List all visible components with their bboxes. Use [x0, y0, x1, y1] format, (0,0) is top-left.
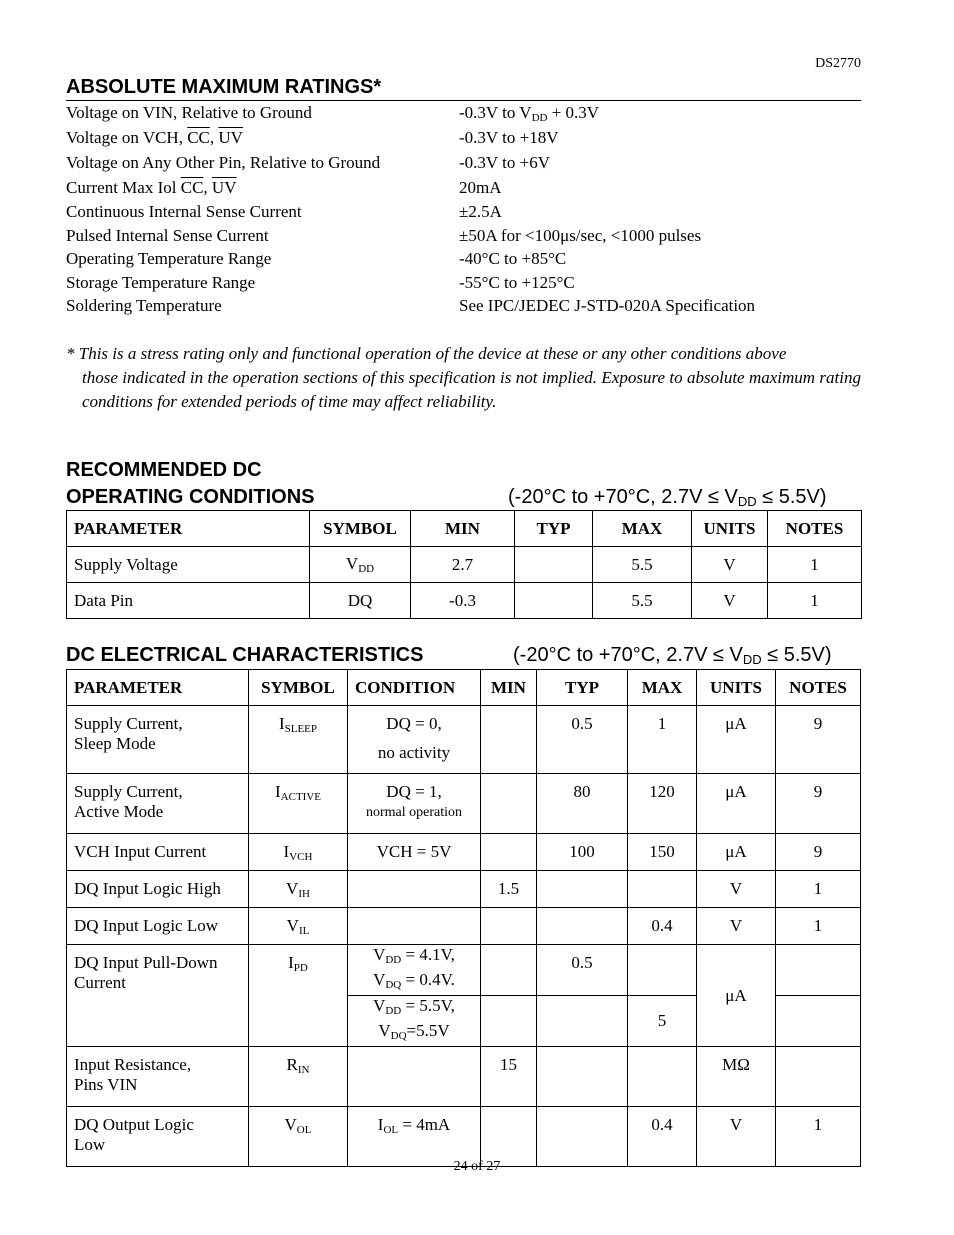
- cell-condition: $V_{DD} = 5.5V$, $V_{DQ}=5.5V$: [348, 996, 481, 1047]
- amr-param: Storage Temperature Range: [66, 273, 256, 292]
- cell-min: 1.5: [481, 871, 537, 908]
- table-row: [67, 774, 861, 834]
- cell-typ: [537, 1047, 628, 1107]
- table-row: [67, 945, 861, 996]
- cell-param: Supply Current, Active Mode: [67, 774, 249, 834]
- cell-typ: [515, 583, 593, 619]
- cell-notes: 1: [768, 547, 862, 583]
- cell-notes: [776, 996, 861, 1047]
- amr-param: Soldering Temperature: [66, 296, 222, 315]
- cell-min: [481, 945, 537, 996]
- col-header: MAX: [593, 511, 692, 547]
- cell-notes: 9: [776, 834, 861, 871]
- cell-symbol: $I_{PD}$: [249, 945, 348, 1047]
- amr-value: ±2.5A: [459, 202, 502, 221]
- cell-units: V: [697, 908, 776, 945]
- page-number: 24 of 27: [453, 1159, 501, 1174]
- cell-typ: [537, 1107, 628, 1167]
- col-header: MIN: [481, 670, 537, 706]
- cell-symbol: $I_{ACTIVE}$: [249, 774, 348, 834]
- amr-value: -0.3V to +6V: [459, 153, 550, 172]
- cell-notes: 9: [776, 706, 861, 774]
- cell-typ: 0.5: [537, 706, 628, 774]
- cell-units: V: [692, 583, 768, 619]
- amr-value: 20mA: [459, 178, 502, 197]
- cell-symbol: $R_{IN}$: [249, 1047, 348, 1107]
- table-row: [67, 1107, 861, 1167]
- amr-row: [66, 103, 861, 127]
- cell-min: [481, 706, 537, 774]
- cell-param: Input Resistance, Pins VIN: [67, 1047, 249, 1107]
- amr-param: Continuous Internal Sense Current: [66, 202, 302, 221]
- amr-param: Operating Temperature Range: [66, 249, 272, 268]
- cell-param: DQ Input Pull-Down Current: [67, 945, 249, 1047]
- cell-units: V: [692, 547, 768, 583]
- amr-footnote: * This is a stress rating only and functional operation of the device at these or any other conditions above those indicated in the operation sections of this specification is not implied. Exposure to absolute maximum rating conditions for extended periods of time may affect reliability.: [66, 344, 861, 411]
- cell-max: 120: [628, 774, 697, 834]
- cell-min: [481, 1107, 537, 1167]
- table-row: [67, 547, 862, 583]
- cell-notes: 1: [776, 871, 861, 908]
- cell-typ: [537, 908, 628, 945]
- col-header: CONDITION: [348, 670, 481, 706]
- cell-condition: [348, 908, 481, 945]
- cell-symbol: $I_{VCH}$: [249, 834, 348, 871]
- cell-symbol: $V_{DD}$: [310, 547, 411, 583]
- amr-param: Pulsed Internal Sense Current: [66, 226, 269, 245]
- cell-notes: 1: [776, 908, 861, 945]
- cell-symbol: $V_{IH}$: [249, 871, 348, 908]
- table-row: [67, 908, 861, 945]
- cell-symbol: DQ: [310, 583, 411, 619]
- table-row: [67, 871, 861, 908]
- cell-condition: $I_{OL} = 4mA$: [348, 1107, 481, 1167]
- cell-min: [481, 908, 537, 945]
- amr-row: [66, 249, 861, 273]
- amr-divider: [66, 100, 861, 101]
- amr-value: -0.3V to $V_{DD} + 0.3V$: [459, 103, 600, 124]
- col-header: SYMBOL: [249, 670, 348, 706]
- amr-param: Voltage on Any Other Pin, Relative to Ground: [66, 153, 381, 172]
- cell-max: [628, 945, 697, 996]
- col-header: TYP: [537, 670, 628, 706]
- rdc-title-line1: RECOMMENDED DC: [66, 459, 262, 481]
- cell-typ: [537, 996, 628, 1047]
- cell-min: -0.3: [411, 583, 515, 619]
- dc-table: [66, 669, 861, 1167]
- cell-condition: VCH = 5V: [348, 834, 481, 871]
- dc-title: DC ELECTRICAL CHARACTERISTICS: [66, 644, 424, 666]
- cell-notes: 9: [776, 774, 861, 834]
- rdc-header-row: [67, 511, 862, 547]
- col-header: NOTES: [768, 511, 862, 547]
- cell-param: Supply Voltage: [67, 547, 310, 583]
- table-row: [67, 583, 862, 619]
- amr-title: ABSOLUTE MAXIMUM RATINGS*: [66, 76, 382, 98]
- cell-min: [481, 774, 537, 834]
- cell-max: 5.5: [593, 547, 692, 583]
- cell-units: MΩ: [697, 1047, 776, 1107]
- cell-param: DQ Input Logic High: [67, 871, 249, 908]
- cell-max: 5.5: [593, 583, 692, 619]
- cell-units: V: [697, 871, 776, 908]
- rdc-table: [66, 510, 862, 619]
- col-header: PARAMETER: [67, 511, 310, 547]
- amr-value: ±50A for <100μs/sec, <1000 pulses: [459, 226, 702, 245]
- cell-condition: [348, 1047, 481, 1107]
- col-header: TYP: [515, 511, 593, 547]
- amr-value: -0.3V to +18V: [459, 128, 559, 147]
- amr-row: [66, 273, 861, 297]
- amr-row: [66, 178, 861, 202]
- cell-typ: 100: [537, 834, 628, 871]
- col-header: SYMBOL: [310, 511, 411, 547]
- amr-param: Voltage on VCH, $\overline{CC}$, $\overline{UV}$: [66, 128, 243, 147]
- col-header: PARAMETER: [67, 670, 249, 706]
- cell-notes: [776, 1047, 861, 1107]
- cell-units: μA: [697, 834, 776, 871]
- cell-typ: [537, 871, 628, 908]
- amr-value: -40°C to +85°C: [459, 249, 567, 268]
- cell-max: [628, 1047, 697, 1107]
- cell-typ: 80: [537, 774, 628, 834]
- cell-max: 150: [628, 834, 697, 871]
- cell-notes: [776, 945, 861, 996]
- table-row: [67, 834, 861, 871]
- cell-condition: [348, 871, 481, 908]
- cell-max: [628, 871, 697, 908]
- rdc-title-line2: OPERATING CONDITIONS: [66, 486, 315, 508]
- cell-param: VCH Input Current: [67, 834, 249, 871]
- cell-max: 0.4: [628, 908, 697, 945]
- amr-row: [66, 202, 861, 226]
- col-header: UNITS: [697, 670, 776, 706]
- amr-row: [66, 153, 861, 177]
- amr-row: [66, 296, 861, 320]
- col-header: NOTES: [776, 670, 861, 706]
- amr-param: Voltage on VIN, Relative to Ground: [66, 103, 312, 122]
- cell-notes: 1: [768, 583, 862, 619]
- table-row: [67, 1047, 861, 1107]
- col-header: UNITS: [692, 511, 768, 547]
- cell-units: μA: [697, 706, 776, 774]
- cell-max: 0.4: [628, 1107, 697, 1167]
- cell-max: 5: [628, 996, 697, 1047]
- cell-symbol: $V_{OL}$: [249, 1107, 348, 1167]
- amr-value: -55°C to +125°C: [459, 273, 575, 292]
- cell-param: Supply Current, Sleep Mode: [67, 706, 249, 774]
- amr-row: [66, 226, 861, 250]
- dc-header-row: [67, 670, 861, 706]
- cell-min: [481, 996, 537, 1047]
- amr-row: [66, 128, 861, 152]
- cell-param: Data Pin: [67, 583, 310, 619]
- table-row: [67, 706, 861, 774]
- rdc-conditions: (-20°C to +70°C, $2.7V \le V_{DD} \le 5.5V$): [508, 486, 827, 509]
- col-header: MAX: [628, 670, 697, 706]
- cell-param: DQ Output Logic Low: [67, 1107, 249, 1167]
- cell-symbol: $I_{SLEEP}$: [249, 706, 348, 774]
- cell-min: [481, 834, 537, 871]
- cell-units: V: [697, 1107, 776, 1167]
- cell-units: μA: [697, 945, 776, 1047]
- amr-param: Current Max Iol $\overline{CC}$, $\overline{UV}$: [66, 178, 237, 197]
- cell-max: 1: [628, 706, 697, 774]
- cell-min: 15: [481, 1047, 537, 1107]
- cell-min: 2.7: [411, 547, 515, 583]
- cell-condition: $V_{DD} = 4.1V$, $V_{DQ} = 0.4V$.: [348, 945, 481, 996]
- dc-conditions: (-20°C to +70°C, $2.7V \le V_{DD} \le 5.5V$): [513, 644, 832, 667]
- cell-notes: 1: [776, 1107, 861, 1167]
- cell-param: DQ Input Logic Low: [67, 908, 249, 945]
- cell-units: μA: [697, 774, 776, 834]
- cell-typ: 0.5: [537, 945, 628, 996]
- cell-typ: [515, 547, 593, 583]
- col-header: MIN: [411, 511, 515, 547]
- amr-value: See IPC/JEDEC J-STD-020A Specification: [459, 296, 756, 315]
- cell-condition: DQ = 1, normal operation: [348, 774, 481, 834]
- cell-condition: DQ = 0, no activity: [348, 706, 481, 774]
- document-id: DS2770: [815, 56, 861, 71]
- cell-symbol: $V_{IL}$: [249, 908, 348, 945]
